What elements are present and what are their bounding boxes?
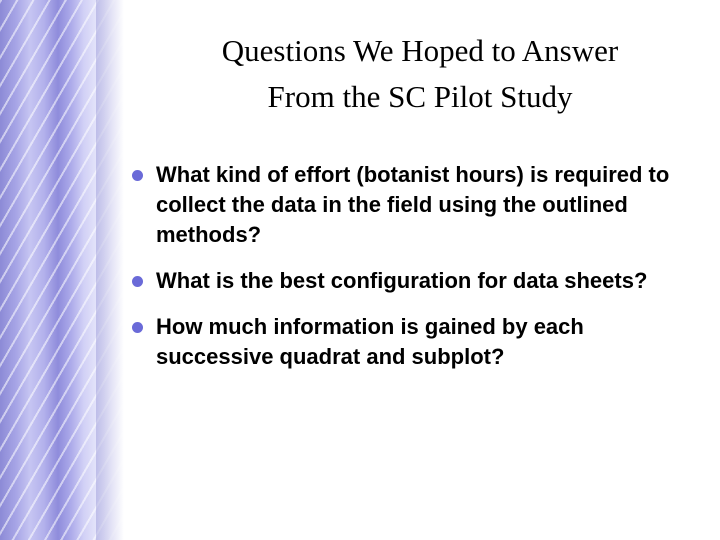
decorative-border-shadow [96,0,124,540]
bullet-text: What is the best configuration for data sheets? [156,268,648,293]
bullet-item [130,312,690,372]
bullet-dot-icon [132,276,143,287]
slide-title-line-2: From the SC Pilot Study [267,79,573,114]
bullet-text: How much information is gained by each successive quadrat and subplot? [156,314,584,369]
bullet-text: What kind of effort (botanist hours) is required to collect the data in the field using the outlined methods? [156,162,670,247]
bullet-list [130,160,690,388]
slide-title [140,28,700,120]
bullet-dot-icon [132,170,143,181]
slide-title-line-1: Questions We Hoped to Answer [221,33,619,68]
bullet-item [130,160,690,250]
bullet-item [130,266,690,296]
bullet-dot-icon [132,322,143,333]
